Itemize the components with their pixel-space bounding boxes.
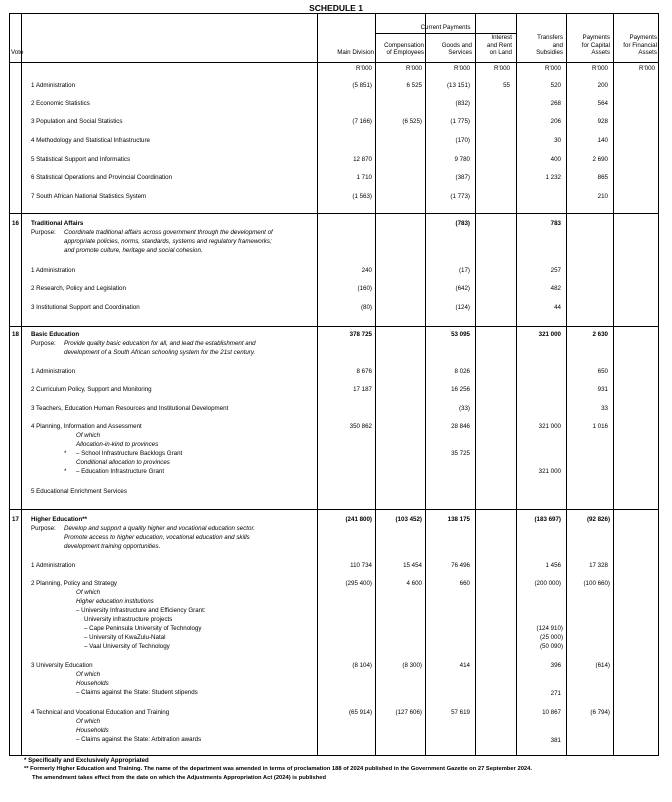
amount-transfers: 321 000 bbox=[538, 423, 561, 430]
amount-main: (160) bbox=[357, 285, 372, 292]
amount-transfers: 400 bbox=[550, 156, 561, 163]
amount-capital: 928 bbox=[597, 118, 608, 125]
sub-heading: University infrastructure projects bbox=[84, 616, 173, 623]
programme-label: 2 Research, Policy and Legislation bbox=[31, 285, 126, 292]
amount-goods: 35 725 bbox=[451, 450, 470, 457]
programme-label: 1 Administration bbox=[31, 562, 76, 569]
amount-transfers: 30 bbox=[554, 137, 561, 144]
unit-label: R'000 bbox=[454, 65, 470, 72]
grant-label: – School Infrastructure Backlogs Grant bbox=[76, 450, 183, 457]
amount-compensation: 4 600 bbox=[406, 580, 422, 587]
purpose-text: development training opportunities. bbox=[64, 543, 161, 550]
goods-divider bbox=[425, 14, 426, 755]
programme-label: 4 Planning, Information and Assessment bbox=[31, 423, 142, 430]
programme-label: 3 Population and Social Statistics bbox=[31, 118, 123, 125]
vote-total-goods: (783) bbox=[455, 220, 470, 227]
amount-goods: (642) bbox=[455, 285, 470, 292]
amount-transfers: 271 bbox=[550, 690, 561, 697]
financial-header-2: for Financial bbox=[623, 42, 657, 49]
amount-interest: 55 bbox=[503, 82, 510, 89]
compensation-divider bbox=[375, 14, 376, 755]
amount-goods: 76 496 bbox=[451, 562, 470, 569]
footnote: ** Formerly Higher Education and Training. The name of the department was amended in terms of proclamation 188 of 2024 published in the Government Gazette on 27 September 2024. bbox=[24, 766, 532, 772]
vote-divider bbox=[10, 213, 659, 214]
programme-label: 3 University Education bbox=[31, 662, 93, 669]
capital-header-3: Assets bbox=[591, 49, 610, 56]
amount-transfers: 257 bbox=[550, 267, 561, 274]
amount-main: 350 862 bbox=[349, 423, 372, 430]
compensation-header-2: of Employees bbox=[386, 49, 424, 56]
vote-total-compensation: (103 452) bbox=[395, 516, 422, 523]
purpose-text: Develop and support a quality higher and vocational education sector. bbox=[64, 525, 256, 532]
programme-label: 2 Curriculum Policy, Support and Monitoring bbox=[31, 386, 152, 393]
programme-label: 5 Educational Enrichment Services bbox=[31, 488, 127, 495]
vote-number: 18 bbox=[12, 331, 19, 338]
unit-label: R'000 bbox=[494, 65, 510, 72]
amount-transfers: 520 bbox=[550, 82, 561, 89]
vote-name: Higher Education** bbox=[31, 516, 88, 523]
amount-capital: (6 794) bbox=[590, 709, 610, 716]
sub-heading: Households bbox=[76, 727, 109, 734]
amount-goods: (33) bbox=[458, 405, 470, 412]
capital-header-1: Payments bbox=[582, 34, 610, 41]
programme-label: 6 Statistical Operations and Provincial Coordination bbox=[31, 174, 173, 181]
amount-goods: (17) bbox=[458, 267, 470, 274]
purpose-label: Purpose: bbox=[31, 229, 56, 236]
amount-main: (80) bbox=[360, 304, 372, 311]
vote-total-goods: 138 175 bbox=[447, 516, 470, 523]
vote-header: Vote bbox=[11, 49, 24, 56]
amount-goods: (387) bbox=[455, 174, 470, 181]
amount-main: (1 563) bbox=[352, 193, 372, 200]
capital-divider bbox=[566, 14, 567, 755]
amount-transfers: (50 090) bbox=[539, 643, 563, 650]
project-label: – Cape Peninsula University of Technology bbox=[84, 625, 202, 632]
purpose-text: Promote access to higher education, vocational education and skills bbox=[64, 534, 250, 541]
vote-total-main: 378 725 bbox=[349, 331, 372, 338]
programme-label: 4 Technical and Vocational Education and Training bbox=[31, 709, 170, 716]
vote-total-transfers: 783 bbox=[550, 220, 561, 227]
amount-goods: 16 256 bbox=[451, 386, 470, 393]
of-which-label: Of which bbox=[76, 718, 101, 725]
financial-divider bbox=[613, 14, 614, 755]
amount-compensation: (127 606) bbox=[395, 709, 422, 716]
amount-goods: (832) bbox=[455, 100, 470, 107]
amount-goods: 660 bbox=[459, 580, 470, 587]
amount-capital: 564 bbox=[597, 100, 608, 107]
project-label: – University of KwaZulu-Natal bbox=[84, 634, 166, 641]
amount-transfers: 1 456 bbox=[545, 562, 561, 569]
amount-main: 12 870 bbox=[353, 156, 372, 163]
unit-label: R'000 bbox=[592, 65, 608, 72]
amount-capital: 1 016 bbox=[592, 423, 608, 430]
amount-transfers: 206 bbox=[550, 118, 561, 125]
current-payments-header: Current Payments bbox=[420, 24, 471, 31]
interest-header-3: on Land bbox=[489, 49, 512, 56]
amount-transfers: 381 bbox=[550, 737, 561, 744]
amount-capital: 931 bbox=[597, 386, 608, 393]
amount-transfers: (25 000) bbox=[539, 634, 563, 641]
amount-transfers: (124 910) bbox=[536, 625, 563, 632]
goods-header-1: Goods and bbox=[441, 42, 472, 49]
of-which-label: Of which bbox=[76, 589, 101, 596]
amount-transfers: 321 000 bbox=[538, 468, 561, 475]
amount-transfers: 268 bbox=[550, 100, 561, 107]
programme-label: 1 Administration bbox=[31, 368, 76, 375]
amount-capital: 140 bbox=[597, 137, 608, 144]
amount-compensation: 15 454 bbox=[403, 562, 422, 569]
programme-label: 3 Institutional Support and Coordination bbox=[31, 304, 140, 311]
amount-capital: (614) bbox=[595, 662, 610, 669]
purpose-text: appropriate policies, norms, standards, systems and regulatory frameworks; bbox=[64, 238, 272, 245]
amount-capital: 210 bbox=[597, 193, 608, 200]
interest-divider bbox=[475, 14, 476, 755]
purpose-label: Purpose: bbox=[31, 340, 56, 347]
purpose-text: development of a South African schooling system for the 21st century. bbox=[64, 349, 256, 356]
programme-label: 4 Methodology and Statistical Infrastructure bbox=[31, 137, 151, 144]
sub-heading: Households bbox=[76, 680, 109, 687]
claims-label: – Claims against the State: Arbitration awards bbox=[76, 736, 202, 743]
amount-capital: (100 660) bbox=[583, 580, 610, 587]
programme-label: 2 Planning, Policy and Strategy bbox=[31, 580, 117, 587]
amount-goods: (13 151) bbox=[446, 82, 470, 89]
grant-label: – Education Infrastructure Grant bbox=[76, 468, 165, 475]
footnote: * Specifically and Exclusively Appropriated bbox=[24, 757, 149, 764]
vote-total-main: (241 800) bbox=[345, 516, 372, 523]
amount-goods: 414 bbox=[459, 662, 470, 669]
purpose-text: Coordinate traditional affairs across government through the development of bbox=[64, 229, 273, 236]
amount-compensation: (8 300) bbox=[402, 662, 422, 669]
grant-label: – University Infrastructure and Efficiency Grant: bbox=[76, 607, 206, 614]
vote-name: Traditional Affairs bbox=[31, 220, 84, 227]
amount-goods: (170) bbox=[455, 137, 470, 144]
amount-capital: 2 690 bbox=[592, 156, 608, 163]
claims-label: – Claims against the State: Student stipends bbox=[76, 689, 198, 696]
vote-total-capital: (92 826) bbox=[586, 516, 610, 523]
amount-goods: 57 619 bbox=[451, 709, 470, 716]
unit-label: R'000 bbox=[639, 65, 655, 72]
unit-label: R'000 bbox=[406, 65, 422, 72]
allocation-label: Conditional allocation to provinces bbox=[76, 459, 170, 466]
vote-divider bbox=[10, 326, 659, 327]
transfers-header-1: Transfers bbox=[537, 34, 563, 41]
amount-capital: 17 328 bbox=[589, 562, 608, 569]
purpose-text: and promote culture, heritage and social cohesion. bbox=[64, 247, 203, 254]
amount-goods: 9 780 bbox=[454, 156, 470, 163]
amount-goods: 8 026 bbox=[454, 368, 470, 375]
vote-total-goods: 53 095 bbox=[451, 331, 470, 338]
programme-label: 3 Teachers, Education Human Resources and Institutional Development bbox=[31, 405, 229, 412]
amount-transfers: 10 867 bbox=[542, 709, 561, 716]
programme-label: 1 Administration bbox=[31, 267, 76, 274]
main-division-header: Main Division bbox=[337, 49, 374, 56]
amount-goods: (124) bbox=[455, 304, 470, 311]
compensation-header-1: Compensation bbox=[384, 42, 424, 49]
goods-header-2: Services bbox=[448, 49, 472, 56]
project-label: – Vaal University of Technology bbox=[84, 643, 170, 650]
of-which-label: Of which bbox=[76, 432, 101, 439]
amount-main: 17 187 bbox=[353, 386, 372, 393]
main-division-divider bbox=[317, 14, 318, 755]
programme-label: 5 Statistical Support and Informatics bbox=[31, 156, 131, 163]
footnote: The amendment takes effect from the date on which the Adjustments Appropriation Act (2024) is published bbox=[32, 775, 327, 781]
capital-header-2: for Capital bbox=[581, 42, 610, 49]
vote-number: 16 bbox=[12, 220, 19, 227]
amount-transfers: 1 232 bbox=[545, 174, 561, 181]
amount-goods: 28 846 bbox=[451, 423, 470, 430]
unit-label: R'000 bbox=[545, 65, 561, 72]
specific-appropriation-marker: * bbox=[64, 468, 67, 475]
amount-main: (7 166) bbox=[352, 118, 372, 125]
amount-transfers: 396 bbox=[550, 662, 561, 669]
amount-capital: 33 bbox=[601, 405, 608, 412]
amount-capital: 200 bbox=[597, 82, 608, 89]
vote-total-transfers: 321 000 bbox=[538, 331, 561, 338]
amount-transfers: 482 bbox=[550, 285, 561, 292]
amount-transfers: 44 bbox=[554, 304, 561, 311]
transfers-header-3: Subsidies bbox=[536, 49, 563, 56]
amount-main: (8 104) bbox=[352, 662, 372, 669]
amount-main: 110 734 bbox=[350, 562, 372, 569]
amount-goods: (1 775) bbox=[450, 118, 470, 125]
financial-header-1: Payments bbox=[629, 34, 657, 41]
purpose-label: Purpose: bbox=[31, 525, 56, 532]
amount-capital: 865 bbox=[597, 174, 608, 181]
allocation-label: Allocation-in-kind to provinces bbox=[76, 441, 159, 448]
specific-appropriation-marker: * bbox=[64, 450, 67, 457]
amount-main: (5 851) bbox=[352, 82, 372, 89]
purpose-text: Provide quality basic education for all, and lead the establishment and bbox=[64, 340, 256, 347]
amount-main: (295 400) bbox=[345, 580, 372, 587]
programme-label: 2 Economic Statistics bbox=[31, 100, 90, 107]
amount-main: 1 710 bbox=[356, 174, 372, 181]
vote-divider bbox=[10, 509, 659, 510]
interest-header-2: and Rent bbox=[486, 42, 512, 49]
programme-label: 1 Administration bbox=[31, 82, 76, 89]
amount-capital: 650 bbox=[597, 368, 608, 375]
vote-total-transfers: (183 697) bbox=[534, 516, 561, 523]
transfers-header-2: and bbox=[552, 42, 563, 49]
amount-compensation: (6 525) bbox=[402, 118, 422, 125]
unit-label: R'000 bbox=[356, 65, 372, 72]
vote-column-divider bbox=[21, 14, 22, 755]
sub-heading: Higher education institutions bbox=[76, 598, 154, 605]
interest-header-1: Interest bbox=[491, 34, 512, 41]
amount-main: (65 914) bbox=[348, 709, 372, 716]
of-which-label: Of which bbox=[76, 671, 101, 678]
page-title: SCHEDULE 1 bbox=[309, 3, 363, 13]
amount-compensation: 6 525 bbox=[406, 82, 422, 89]
programme-label: 7 South African National Statistics System bbox=[31, 193, 147, 200]
amount-transfers: (200 000) bbox=[534, 580, 561, 587]
amount-main: 240 bbox=[361, 267, 372, 274]
vote-name: Basic Education bbox=[31, 331, 80, 338]
amount-main: 8 676 bbox=[356, 368, 372, 375]
amount-goods: (1 773) bbox=[450, 193, 470, 200]
vote-number: 17 bbox=[12, 516, 19, 523]
header-divider bbox=[10, 62, 659, 63]
vote-total-capital: 2 630 bbox=[592, 331, 608, 338]
financial-header-3: Assets bbox=[638, 49, 657, 56]
